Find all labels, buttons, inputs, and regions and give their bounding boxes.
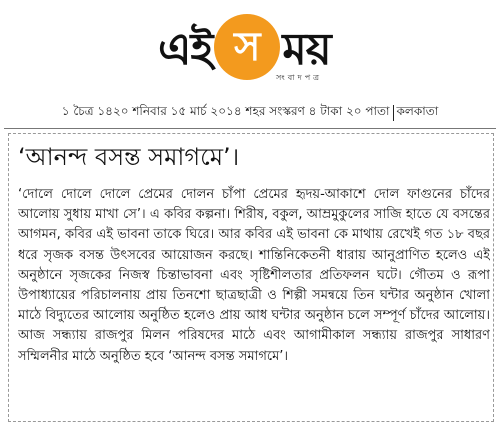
article-clipping [0, 130, 500, 426]
newspaper-logo [158, 8, 331, 78]
article-body: ‘দোলে দোলে দোলে প্রেমের দোলন চাঁপা প্রেমের হৃদয়-আকাশে দোল ফাগুনের চাঁদের আলোয় সুধায় মাখা সে’। এ কবির কল্পনা। শিরীষ, বকুল, আম্রমুকুলের সাজি হাতে যে বসন্তের আগমন, কবির এই ভাবনা তাকে ঘিরে। আর কবির এই ভাবনা কে মাথায় রেখেই গত ১৮ বছর ধরে সৃজক বসন্ত উৎসবের আয়োজন করছে। শান্তিনিকেতনী ধারায় আনুপ্রাণিত হলেও এই অনুষ্ঠানে সৃজকের নিজস্ব চিন্তাভাবনা এবং সৃষ্টিশীলতার প্রতিফলন ঘটে। গৌতম ও রূপা উপাধ্যায়ের পরিচালনায় প্রায় তিনশো ছাত্রছাত্রী ও শিল্পী সমন্বয়ে তিন ঘন্টার অনুষ্ঠান খোলা মাঠে বিদ্যুতের আলোয় অনুষ্ঠিত হলেও প্রায় আধ ঘন্টার অনুষ্ঠান চলে সম্পূর্ণ চাঁদের আলোয়। আজ সন্ধ্যায় রাজপুর মিলন পরিষদের মাঠে এবং আগামীকাল সন্ধ্যায় রাজপুর সাধারণ সম্মিলনীর মাঠে অনুষ্ঠিত হবে ‘আনন্দ বসন্ত সমাগমে’। [18, 187, 490, 364]
logo-suffix: ময় [282, 24, 331, 75]
divider [393, 105, 394, 121]
issue-info: ১ চৈত্র ১৪২০ শনিবার ১৫ মার্চ ২০১৪ শহর সংস্করণ ৪ টাকা ২০ পাতা [61, 104, 390, 118]
logo-subtitle: সংবাদপত্র [276, 73, 323, 82]
dateline [0, 98, 500, 128]
logo-circle: স [214, 14, 280, 80]
edition-city: কলকাতা [396, 104, 439, 118]
masthead [0, 0, 500, 96]
header-rule [4, 128, 496, 129]
article-headline: ‘আনন্দ বসন্ত সমাগমে’। [18, 143, 240, 171]
logo-prefix: এই [158, 24, 213, 75]
